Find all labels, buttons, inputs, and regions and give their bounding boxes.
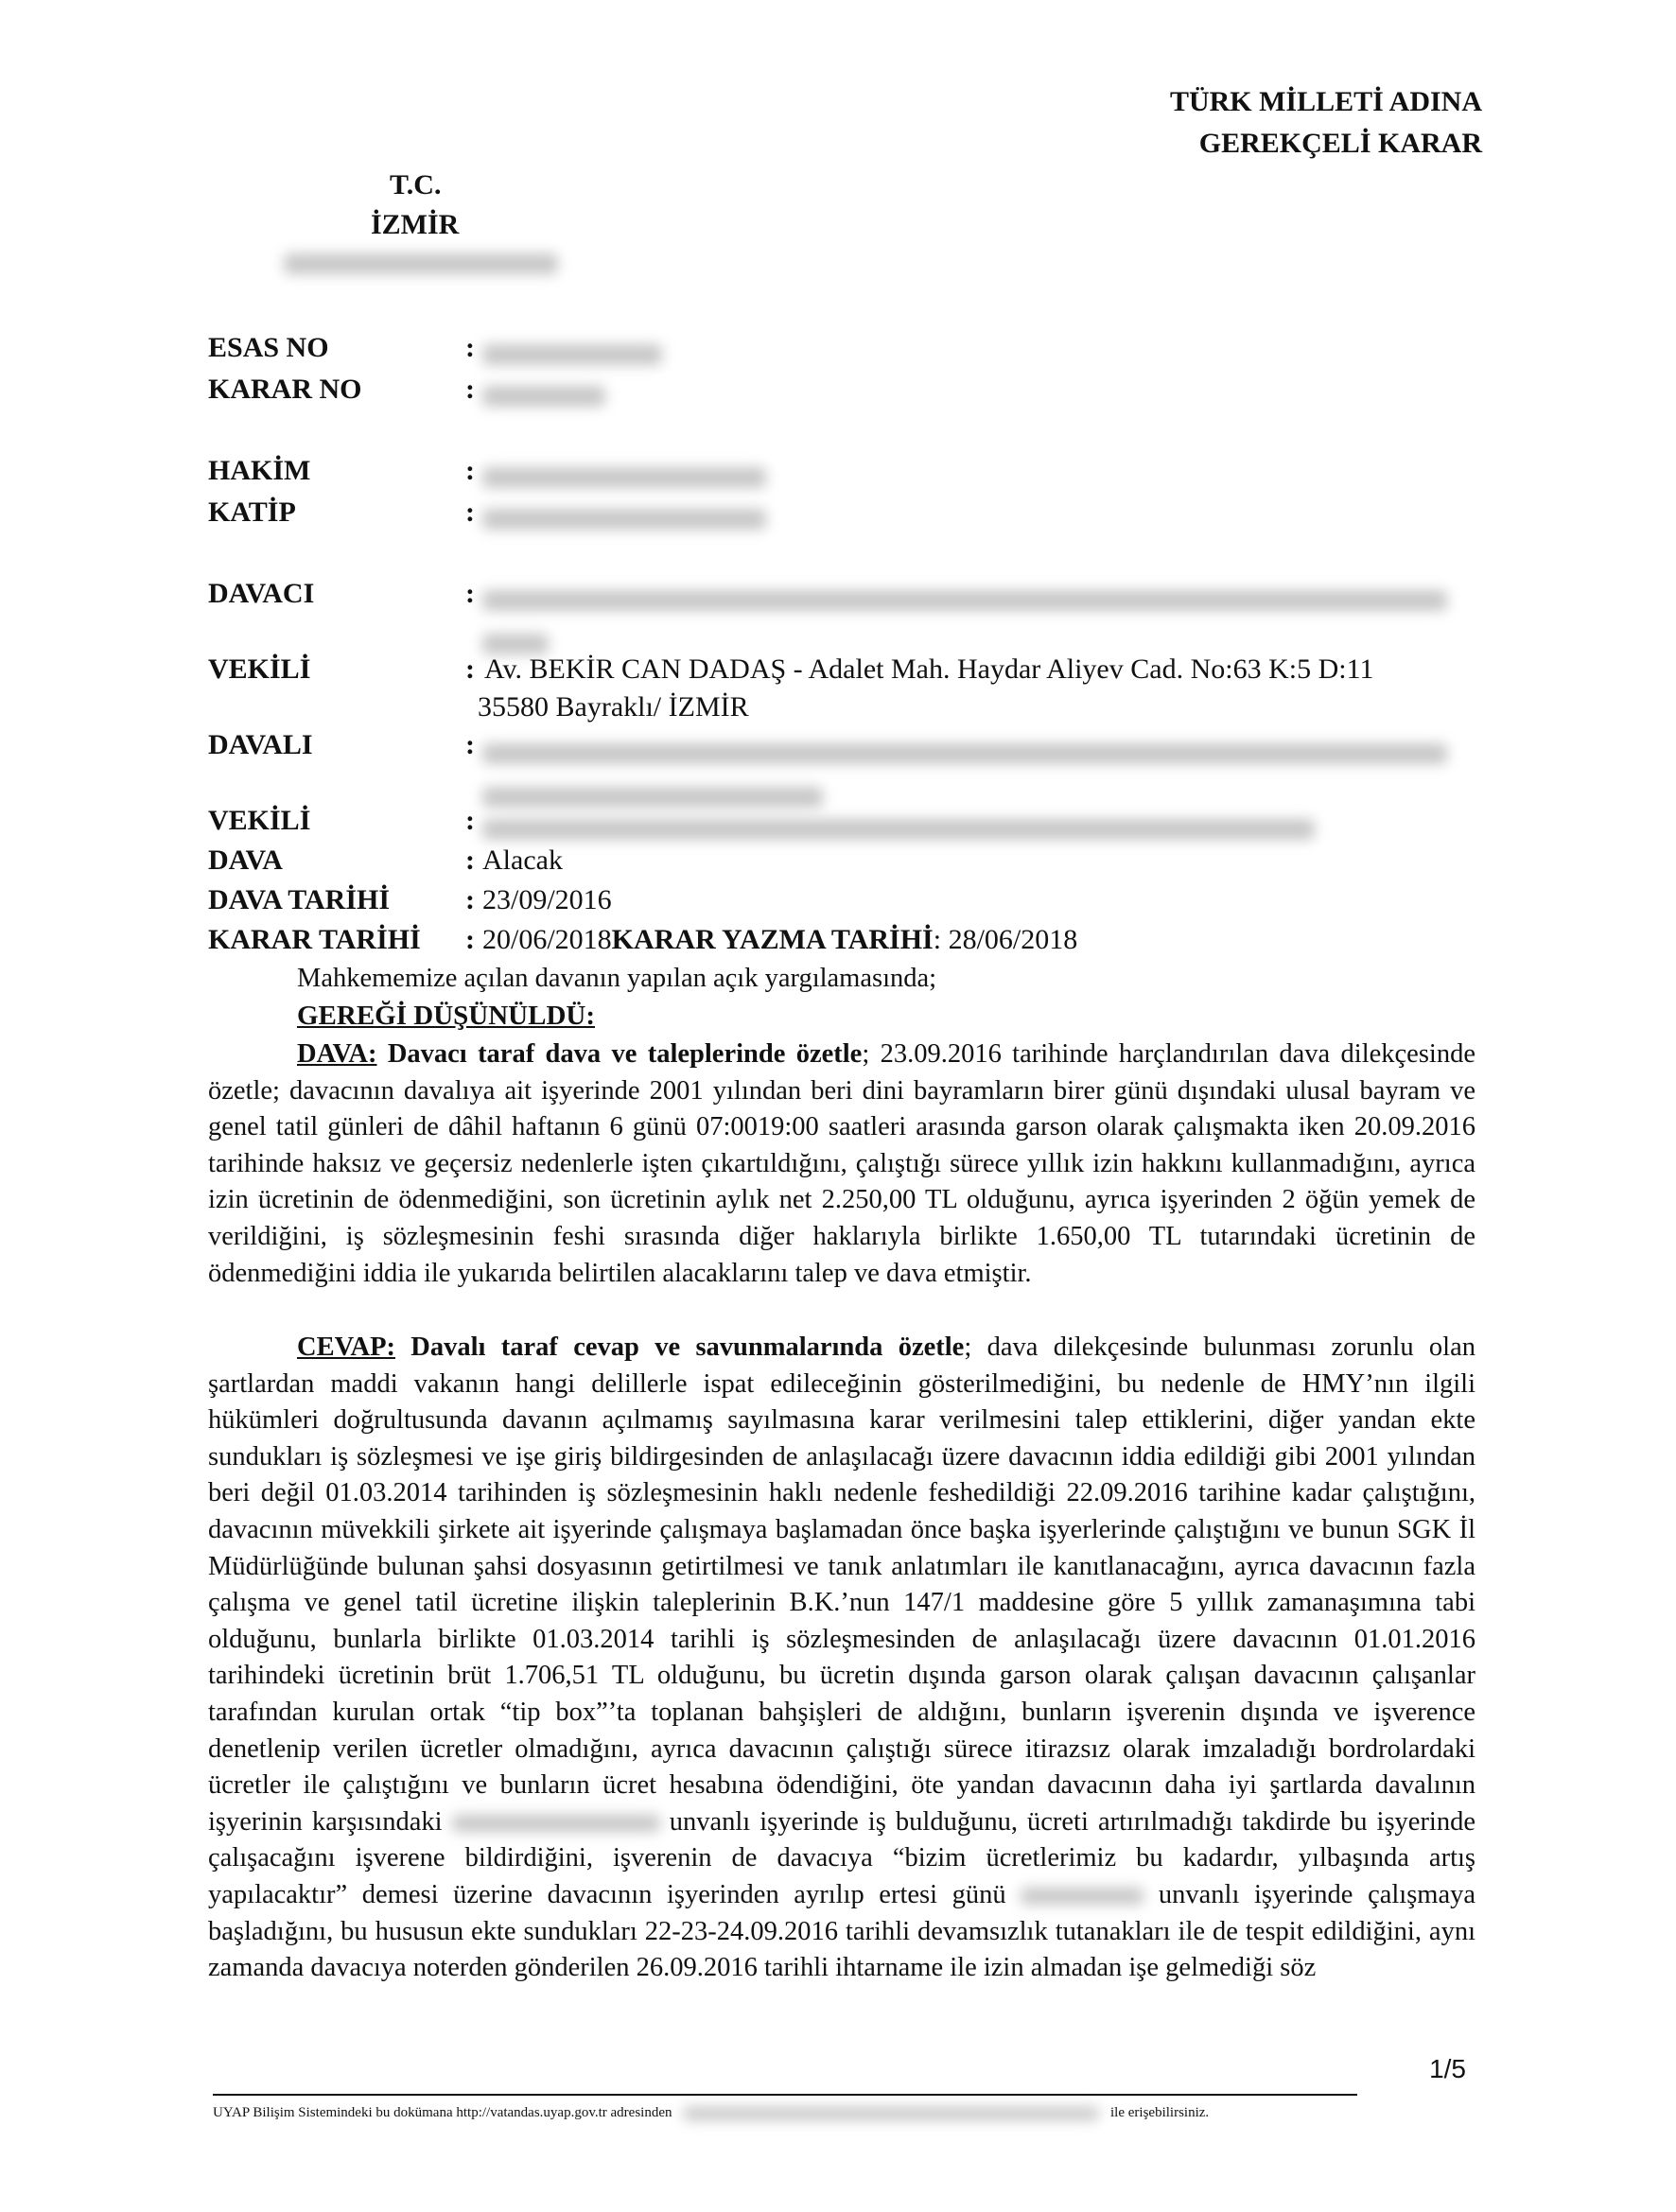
redacted-hakim <box>482 458 1475 494</box>
page-number: 1/5 <box>1429 2054 1466 2083</box>
esas-no-label: ESAS NO <box>208 332 329 363</box>
dava-tarihi-value: 23/09/2016 <box>482 884 612 915</box>
redacted-karar-no <box>482 376 1475 412</box>
vekili1-colon: : <box>465 653 475 685</box>
karar-tarihi-colon: : <box>465 924 475 955</box>
karar-yazma-label: KARAR YAZMA TARİHİ <box>611 924 934 955</box>
cevap-text-a: ; dava dilekçesinde bulunması zorunlu olan şartlardan maddi vakanın hangi delillerle ispat edileceğinin gösterilmediğini, bu nedenle de HMY’nın ilgili hükümleri doğrultusunda davanın açılmamış sayılmasına karar verilmesini talep ettiklerini, diğer yandan ekte sundukları iş sözleşmesi ve işe giriş bildirgesinden de anlaşılacağı üzere davacının iddia edildiği gibi 2001 yılından beri değil 01.03.2014 tarihinden iş sözleşmesinin haklı nedenle feshedildiği 22.09.2016 tarihine kadar çalıştığını, davacının müvekkili şirkete ait işyerinde çalışmaya başlamadan önce başka işyerlerinde çalıştığını ve bunun SGK İl Müdürlüğünde bulunan şahsi dosyasının getirtilmesi ve tanık anlatımları ile kanıtlanacağını, ayrıca davacının fazla çalışma ve genel tatil ücretine ilişkin taleplerinin B.K.’nun 147/1 maddesine göre 5 yıllık zamanaşımına tabi olduğunu, bunlarla birlikte 01.03.2014 tarihli iş sözleşmesinden de anlaşılacağı üzere davacının 01.01.2016 tarihindeki ücretinin brüt 1.706,51 TL olduğunu, bu ücretin dışında garson olarak çalışan davacının çalışanlar tarafından kurulan ortak “tip box”’ta toplanan bahşişleri de aldığını, bunların işverenin dışında ve işverence denetlenip verilen ücretler olmadığını, ayrıca davacının çalıştığı sürece itirazsız olarak imzaladığı bordrolardaki ücretler ile çalıştığını ve bunların ücret hesabına ödendiğini, öte yandan davacının daha iyi şartlarda davalının işyerinin karşısındaki <box>208 1332 1475 1837</box>
footer <box>213 2105 1357 2121</box>
davali-colon: : <box>465 729 475 760</box>
katip-colon: : <box>465 496 475 528</box>
karar-tarihi-value-line <box>482 922 1475 958</box>
vekili2-label: VEKİLİ <box>208 805 311 836</box>
cevap-paragraph <box>208 1330 1475 1987</box>
dava-tarihi-label: DAVA TARİHİ <box>208 884 391 915</box>
hakim-colon: : <box>465 455 475 486</box>
dava-value: Alacak <box>482 845 563 876</box>
footer-right-text: ile erişebilirsiniz. <box>1110 2105 1210 2120</box>
karar-no-colon: : <box>465 374 475 405</box>
footer-left-text: UYAP Bilişim Sistemindeki bu dokümana http://vatandas.uyap.gov.tr adresinden <box>213 2105 672 2120</box>
karar-no-label: KARAR NO <box>208 374 362 405</box>
cevap-text-b: unvanlı işyerinde iş bulduğunu, ücreti artırılmadığı takdirde bu işyerinde çalışacağını işverene bildirdiğini, işverenin de davacıya “bizim ücretlerimiz bu kadardır, yılbaşında artış yapılacaktır” demesi üzerine davacının işyerinden ayrılıp ertesi günü <box>208 1806 1476 1909</box>
redacted-vekili2 <box>482 810 1475 845</box>
hakim-label: HAKİM <box>208 455 311 486</box>
heading-tc: T.C. <box>390 169 442 200</box>
dava-subheading: Davacı taraf dava ve taleplerinde özetle <box>376 1039 863 1069</box>
davaci-label: DAVACI <box>208 578 315 609</box>
redacted-footer-code <box>683 2107 1099 2120</box>
heading-gerekceli-karar: GEREKÇELİ KARAR <box>1198 128 1482 159</box>
katip-label: KATİP <box>208 496 296 528</box>
redacted-business-1 <box>452 1815 660 1832</box>
vekili2-colon: : <box>465 805 475 836</box>
davaci-colon: : <box>465 578 475 609</box>
cevap-heading: CEVAP: <box>297 1332 395 1362</box>
heading-city: İZMİR <box>371 209 460 240</box>
vekili1-label: VEKİLİ <box>208 653 311 685</box>
davali-label: DAVALI <box>208 729 313 760</box>
redacted-court-name <box>284 253 558 274</box>
esas-no-colon: : <box>465 332 475 363</box>
dava-paragraph <box>208 1036 1475 1292</box>
vekili1-value-line2: 35580 Bayraklı/ İZMİR <box>478 691 749 723</box>
redacted-katip <box>482 499 1475 535</box>
karar-tarihi-value: 20/06/2018 <box>482 924 612 955</box>
karar-yazma-value: : 28/06/2018 <box>933 924 1078 955</box>
dava-text: ; 23.09.2016 tarihinde harçlandırılan dava dilekçesinde özetle; davacının davalıya ait işyerinde 2001 yılından beri dini bayramların birer günü dışındaki ulusal bayram ve genel tatil günleri de dâhil haftanın 6 günü 07:0019:00 saatleri arasında garson olarak çalışmakta iken 20.09.2016 tarihinde haksız ve geçersiz nedenlerle işten çıkartıldığını, çalıştığı sürece yıllık izin hakkını kullanmadığını, ayrıca izin ücretinin de ödenmediğini, son ücretinin aylık net 2.250,00 TL olduğunu, ayrıca işyerinden 2 öğün yemek de verildiğini, iş sözleşmesinin feshi sırasında diğer haklarıyla birlikte 1.650,00 TL tutarındaki ücretinin de ödenmediğini iddia ile yukarıda belirtilen alacaklarını talep ve dava etmiştir. <box>208 1039 1475 1288</box>
gerege-dusunuldu: GEREĞİ DÜŞÜNÜLDÜ: <box>297 1001 596 1031</box>
cevap-subheading: Davalı taraf cevap ve savunmalarında özetle <box>394 1332 965 1362</box>
redacted-davali <box>482 734 1475 808</box>
redacted-davaci <box>482 581 1475 654</box>
dava-heading: DAVA: <box>297 1039 377 1069</box>
cevap-text-c: unvanlı işyerinde çalışmaya başladığını, bu hususun ekte sundukları 22-23-24.09.2016 tarihli devamsızlık tutanakları ile de tespit edildiğini, aynı zamanda davacıya noterden gönderilen 26.09.2016 tarihli ihtarname ile izin almadan işe gelmediği söz <box>208 1879 1476 1983</box>
vekili1-value-line1: Av. BEKİR CAN DADAŞ - Adalet Mah. Haydar Aliyev Cad. No:63 K:5 D:11 <box>484 653 1374 685</box>
redacted-esas-no <box>482 335 1475 371</box>
redacted-business-2 <box>1021 1888 1144 1905</box>
dava-colon: : <box>465 845 475 876</box>
footer-rule <box>213 2094 1357 2096</box>
dava-label: DAVA <box>208 845 283 876</box>
heading-turk-milleti: TÜRK MİLLETİ ADINA <box>1169 86 1482 117</box>
intro-text: Mahkememize açılan davanın yapılan açık yargılamasında; <box>297 964 937 993</box>
dava-tarihi-colon: : <box>465 884 475 915</box>
karar-tarihi-label: KARAR TARİHİ <box>208 924 421 955</box>
